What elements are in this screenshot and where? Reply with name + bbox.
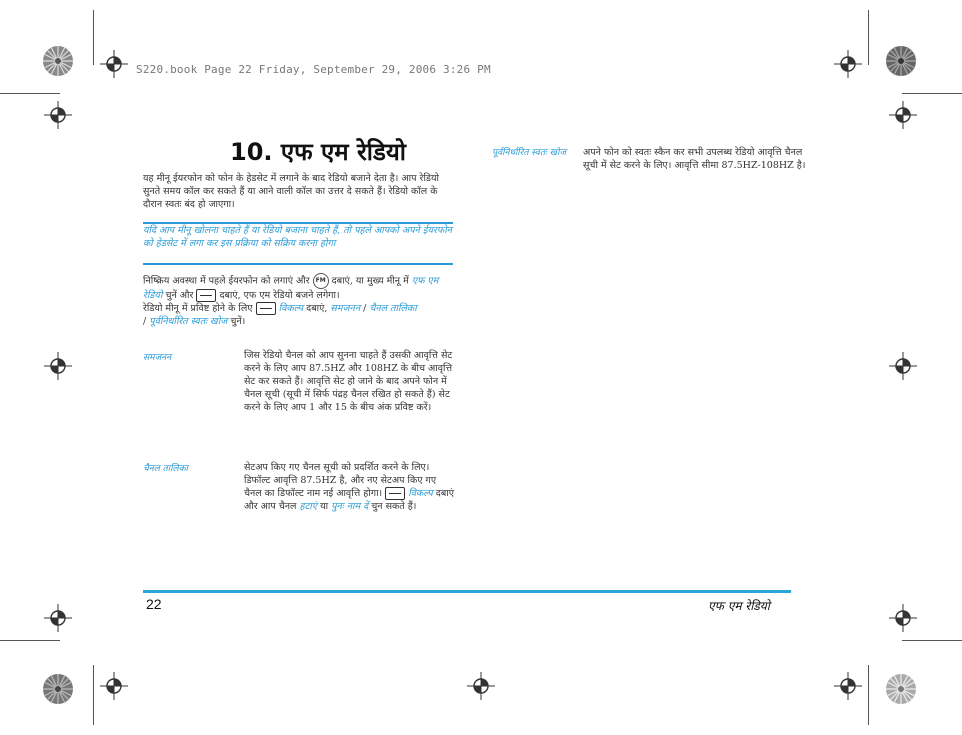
crop-line bbox=[902, 640, 962, 641]
intro-paragraph: यह मीनू ईयरफोन को फोन के हेडसेट में लगाने के बाद रेडियो बजाने देता है। आप रेडियो सुनते समय कॉल कर सकते हैं या आने वाली कॉल का उत्तर दे सकते हैं। रेडियो कॉल के दौरान स्वतः बंद हो जाएगा। bbox=[143, 173, 439, 210]
definition-term: पूर्वनिर्धारित स्वतः खोज bbox=[492, 148, 566, 158]
instr-text: निष्क्रिय अवस्था में पहले ईयरफोन को लगाएं और bbox=[143, 275, 310, 287]
option-delete: हटाएं bbox=[299, 501, 318, 512]
crop-line bbox=[93, 665, 94, 725]
ok-key-icon bbox=[196, 289, 216, 302]
separator: / bbox=[363, 303, 367, 314]
color-bar-dial-icon bbox=[884, 44, 918, 78]
chapter-title-text: एफ एम रेडियो bbox=[280, 137, 406, 166]
registration-mark-icon bbox=[834, 672, 862, 700]
crop-line bbox=[0, 640, 60, 641]
crop-line bbox=[868, 10, 869, 65]
instr-text: दबाएं, एफ एम रेडियो बजने लगेगा। bbox=[219, 290, 340, 301]
separator: / bbox=[143, 316, 147, 327]
softkey-icon bbox=[385, 487, 405, 500]
chapter-title bbox=[230, 135, 406, 168]
page-number: 22 bbox=[146, 596, 162, 612]
registration-mark-icon bbox=[44, 101, 72, 129]
crop-line bbox=[0, 93, 60, 94]
instr-text: दबाएं, bbox=[306, 303, 328, 314]
registration-mark-icon bbox=[44, 352, 72, 380]
chapter-number: 10. bbox=[230, 138, 273, 166]
crop-line bbox=[902, 93, 962, 94]
instr-text: दबाएं, या मुख्य मीनू में bbox=[331, 275, 409, 287]
option-tune: समजनन bbox=[330, 303, 361, 314]
option-link: विकल्प bbox=[408, 488, 433, 499]
def-text: चुन सकते हैं। bbox=[371, 501, 417, 512]
footer-section-title: एफ एम रेडियो bbox=[708, 599, 770, 613]
registration-mark-icon bbox=[467, 672, 495, 700]
instructions bbox=[143, 273, 455, 328]
color-bar-dial-icon bbox=[41, 44, 75, 78]
color-bar-dial-icon bbox=[41, 672, 75, 706]
registration-mark-icon bbox=[100, 672, 128, 700]
def-text: सेटअप किए गए चैनल सूची को प्रदर्शित करने के लिए। डिफॉल्ट आवृत्ति 87.5HZ है, और नए सेटअप किए गए चैनल का डिफॉल्ट नाम नई आवृत्ति होगा। bbox=[244, 462, 437, 499]
fm-key-icon: FM bbox=[313, 273, 329, 289]
option-rename: पुनः नाम दें bbox=[331, 501, 369, 512]
instr-text: चुनें और bbox=[165, 290, 194, 301]
registration-mark-icon bbox=[889, 101, 917, 129]
definition-desc bbox=[244, 461, 456, 513]
definition-desc: जिस रेडियो चैनल को आप सुनना चाहते हैं उसकी आवृत्ति सेट करने के लिए आप 87.5HZ और 108HZ के बीच आवृत्ति सेट कर सकते हैं। आवृत्ति सेट हो जाने के बाद अपने फोन में चैनल सूची (सूची में सिर्फ पंद्रह चैनल रखित हो सकते हैं) सेट करने के लिए आप 1 और 15 के बीच अंक प्रविष्ट करें। bbox=[244, 350, 453, 413]
definition-term: चैनल तालिका bbox=[143, 464, 188, 474]
note-rule-bottom bbox=[143, 263, 453, 265]
menu-link-fm-radio: एफ एम रेडियो bbox=[143, 275, 439, 301]
running-head: S220.book Page 22 Friday, September 29, 2006 3:26 PM bbox=[136, 63, 491, 76]
note-text: यदि आप मीनू खोलना चाहते हैं या रेडियो बजाना चाहते हैं, तो पहले आपको अपने ईयरफोन को हेडसेट में लगा कर इस प्रक्रिया को सक्रिय करना होगा bbox=[143, 225, 452, 249]
registration-mark-icon bbox=[100, 50, 128, 78]
instr-text: चुनें। bbox=[230, 316, 246, 327]
definition-desc: अपने फोन को स्वतः स्कैन कर सभी उपलब्ध रेडियो आवृत्ति चैनल सूची में सेट करने के लिए। आवृत्ति सीमा 87.5HZ-108HZ है। bbox=[583, 147, 806, 171]
crop-line bbox=[868, 665, 869, 725]
footer-rule bbox=[143, 590, 791, 593]
registration-mark-icon bbox=[44, 604, 72, 632]
crop-line bbox=[93, 10, 94, 65]
def-text: दबाएं और आप चैनल bbox=[244, 488, 454, 512]
option-channel-list: चैनल तालिका bbox=[369, 303, 417, 314]
def-text: या bbox=[320, 501, 329, 512]
option-autosave: पूर्वनिर्धारित स्वतः खोज bbox=[149, 316, 228, 327]
registration-mark-icon bbox=[889, 352, 917, 380]
registration-mark-icon bbox=[889, 604, 917, 632]
instr-text: रेडियो मीनू में प्रविष्ट होने के लिए bbox=[143, 303, 253, 314]
definition-term: समजनन bbox=[143, 353, 172, 363]
option-link: विकल्प bbox=[278, 303, 304, 314]
softkey-icon bbox=[256, 302, 276, 315]
registration-mark-icon bbox=[834, 50, 862, 78]
color-bar-dial-icon bbox=[884, 672, 918, 706]
